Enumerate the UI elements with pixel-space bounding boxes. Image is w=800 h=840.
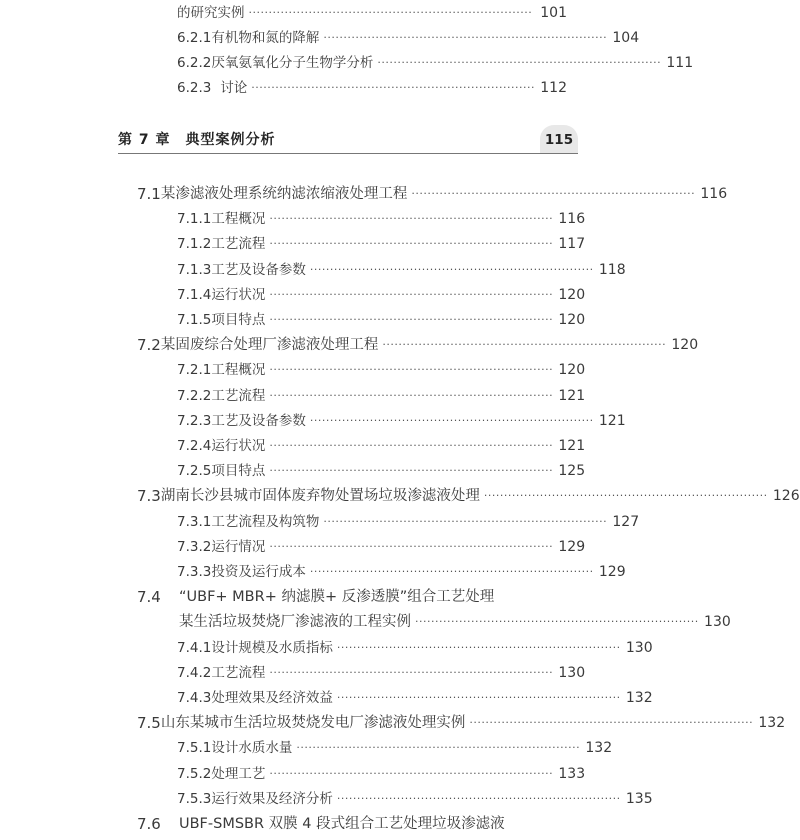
toc-entry-number: 7.1.3 — [177, 261, 212, 278]
toc-leader-dots: ······································································· — [469, 716, 754, 730]
toc-entry-number: 7.1 — [137, 185, 161, 203]
toc-entry-number: 7.5.1 — [177, 740, 212, 757]
toc-entry-title: 运行状况 — [211, 286, 266, 303]
toc-leader-dots: ······································································· — [269, 388, 554, 402]
toc-leader-dots: ······································································· — [269, 363, 554, 377]
toc-subsection-entry — [177, 637, 653, 659]
chapter-title: 第 7 章 典型案例分析 — [118, 132, 276, 148]
toc-entry-page: 130 — [625, 639, 653, 656]
toc-leader-dots: ······································································· — [336, 691, 621, 704]
toc-entry-page: 111 — [666, 55, 694, 71]
toc-entry-title: 项目特点 — [211, 463, 266, 480]
toc-subsection-entry — [177, 662, 586, 684]
toc-entry-title: 某渗滤液处理系统纳滤浓缩液处理工程 — [160, 186, 408, 202]
toc-subsection-entry — [177, 233, 586, 255]
toc-leader-dots: ······································································· — [269, 766, 554, 780]
toc-entry-title: 处理效果及经济效益 — [211, 690, 333, 706]
toc-entry-title: 山东某城市生活垃圾焚烧发电厂渗滤液处理实例 — [160, 715, 466, 732]
toc-entry-title: 厌氧氨氧化分子生物学分析 — [211, 55, 374, 71]
toc-entry-number: 7.6 — [137, 815, 161, 833]
toc-subsection-entry — [177, 788, 653, 810]
toc-subsection-entry — [177, 309, 586, 331]
toc-entry-number: 7.4 — [137, 588, 161, 607]
toc-subsection-entry — [177, 259, 626, 281]
toc-leader-dots: ······································································· — [336, 640, 621, 654]
toc-entry-title: 某生活垃圾焚烧厂渗滤液的工程实例 — [179, 614, 411, 631]
toc-entry-number: 7.3.2 — [177, 538, 212, 555]
toc-subsection-entry — [177, 687, 653, 709]
chapter-heading — [118, 127, 578, 154]
toc-entry-title: UBF-SMSBR 双膜 4 段式组合工艺处理垃圾渗滤液 — [179, 816, 505, 832]
toc-entry-number: 7.2.5 — [177, 463, 212, 480]
toc-entry-number: 6.2.2 — [177, 55, 212, 71]
toc-entry-page: 120 — [558, 362, 586, 379]
toc-entry-page: 116 — [700, 186, 728, 202]
toc-subsection-entry — [177, 2, 567, 24]
toc-entry-page: 135 — [625, 790, 653, 807]
toc-entry-page: 101 — [540, 5, 567, 21]
toc-entry-title: 处理工艺 — [211, 765, 266, 782]
toc-entry-page: 127 — [612, 513, 640, 530]
toc-subsection-entry — [177, 385, 586, 407]
toc-leader-dots: ······································································· — [323, 514, 608, 528]
toc-entry-page: 120 — [671, 337, 699, 354]
toc-entry-number: 7.2.3 — [177, 412, 212, 429]
toc-leader-dots: ······································································· — [269, 539, 554, 553]
toc-entry-title: 设计规模及水质指标 — [211, 639, 333, 656]
toc-leader-dots: ······································································· — [309, 413, 594, 427]
toc-entry-title: 工艺及设备参数 — [211, 412, 306, 429]
toc-leader-dots: ······································································· — [309, 262, 594, 276]
toc-entry-title: 工艺流程 — [211, 236, 266, 253]
toc-entry-number: 7.2 — [137, 336, 161, 355]
toc-leader-dots: ······································································· — [309, 565, 594, 578]
toc-entry-title: 工艺流程 — [211, 387, 266, 404]
toc-section-entry — [137, 485, 800, 507]
toc-subsection-entry — [177, 435, 586, 457]
toc-entry-page: 133 — [558, 765, 586, 782]
toc-leader-dots: ······································································· — [269, 287, 554, 301]
toc-leader-dots: ······································································· — [411, 187, 696, 200]
toc-subsection-entry — [177, 511, 640, 533]
toc-leader-dots: ······································································· — [248, 6, 533, 19]
toc-entry-title: 某固废综合处理厂渗滤液处理工程 — [160, 337, 379, 354]
toc-section-entry — [137, 813, 567, 835]
toc-leader-dots: ······································································· — [415, 615, 699, 629]
toc-entry-number: 7.5.3 — [177, 790, 212, 807]
toc-entry-page: 104 — [612, 30, 640, 46]
toc-entry-title: 运行状况 — [211, 438, 266, 454]
toc-subsection-entry — [177, 536, 586, 558]
toc-entry-page: 130 — [558, 664, 586, 681]
toc-entry-title: 的研究实例 — [177, 5, 245, 21]
toc-entry-number: 7.2.4 — [177, 438, 212, 454]
toc-subsection-entry — [177, 77, 567, 99]
toc-entry-title: 工艺流程 — [211, 664, 266, 681]
toc-entry-page: 132 — [758, 715, 786, 732]
toc-entry-number: 7.1.2 — [177, 236, 212, 253]
toc-entry-number: 7.2.1 — [177, 362, 212, 379]
toc-leader-dots: ······································································· — [269, 237, 554, 251]
toc-section-entry — [137, 183, 728, 205]
toc-entry-number: 7.5 — [137, 714, 161, 733]
toc-leader-dots: ······································································· — [382, 338, 667, 352]
toc-entry-title: 运行情况 — [211, 538, 266, 555]
toc-entry-page: 120 — [558, 286, 586, 303]
toc-leader-dots: ······································································· — [269, 313, 554, 326]
toc-entry-number: 7.1.1 — [177, 211, 212, 228]
toc-entry-title: 讨论 — [220, 80, 248, 96]
toc-entry-title: 运行效果及经济分析 — [211, 790, 333, 807]
toc-entry-number: 6.2.1 — [177, 30, 212, 46]
toc-subsection-entry — [137, 611, 731, 633]
toc-entry-page: 121 — [558, 387, 586, 404]
toc-subsection-entry — [177, 52, 694, 74]
toc-entry-number: 7.3 — [137, 487, 161, 506]
toc-entry-page: 120 — [558, 312, 586, 328]
toc-leader-dots: ······································································· — [336, 791, 621, 805]
toc-entry-title: “UBF+ MBR+ 纳滤膜+ 反渗透膜”组合工艺处理 — [179, 589, 495, 606]
toc-entry-number: 7.4.2 — [177, 664, 212, 681]
toc-leader-dots: ······································································· — [251, 81, 535, 94]
toc-section-entry — [137, 712, 786, 734]
toc-entry-number: 7.4.3 — [177, 690, 212, 706]
toc-entry-title: 投资及运行成本 — [211, 564, 306, 580]
toc-entry-title: 设计水质水量 — [211, 740, 293, 757]
toc-entry-number: 6.2.3 — [177, 80, 212, 96]
toc-entry-page: 129 — [598, 564, 626, 580]
toc-leader-dots: ······································································· — [377, 56, 662, 69]
toc-leader-dots: ······································································· — [269, 212, 554, 226]
toc-subsection-entry — [177, 359, 586, 381]
toc-subsection-entry — [177, 208, 586, 230]
toc-entry-number: 7.1.4 — [177, 286, 212, 303]
toc-entry-title: 工程概况 — [211, 362, 266, 379]
toc-entry-number: 7.3.1 — [177, 513, 212, 530]
toc-entry-page: 118 — [598, 261, 626, 278]
toc-entry-page: 125 — [558, 463, 586, 480]
toc-entry-number: 7.5.2 — [177, 765, 212, 782]
chapter-page-number: 115 — [540, 125, 578, 153]
toc-entry-number: 7.4.1 — [177, 639, 212, 656]
toc-leader-dots: ······································································· — [269, 464, 554, 478]
toc-entry-page: 126 — [772, 488, 800, 505]
toc-entry-page: 121 — [598, 412, 626, 429]
toc-entry-page: 121 — [558, 438, 586, 454]
toc-entry-title: 工艺流程及构筑物 — [211, 513, 320, 530]
toc-entry-title: 工艺及设备参数 — [211, 261, 306, 278]
toc-subsection-entry — [177, 763, 586, 785]
toc-section-entry — [137, 586, 567, 608]
toc-subsection-entry — [177, 410, 626, 432]
toc-entry-page: 132 — [585, 740, 613, 757]
toc-entry-number: 7.3.3 — [177, 564, 212, 580]
toc-entry-page: 112 — [540, 80, 567, 96]
toc-entry-page: 130 — [704, 614, 731, 631]
toc-entry-title: 有机物和氮的降解 — [211, 30, 320, 46]
toc-subsection-entry — [177, 737, 613, 759]
toc-leader-dots: ······································································· — [269, 665, 554, 679]
toc-entry-number: 7.2.2 — [177, 387, 212, 404]
toc-leader-dots: ······································································· — [323, 31, 608, 44]
toc-leader-dots: ······································································· — [296, 741, 581, 755]
toc-entry-page: 117 — [558, 236, 586, 253]
toc-entry-number: 7.1.5 — [177, 312, 212, 328]
toc-subsection-entry — [177, 460, 586, 482]
toc-entry-page: 129 — [558, 538, 586, 555]
toc-entry-title: 工程概况 — [211, 211, 266, 228]
toc-entry-title: 项目特点 — [211, 312, 266, 328]
toc-leader-dots: ······································································· — [269, 439, 554, 452]
toc-leader-dots: ······································································· — [483, 489, 768, 503]
toc-subsection-entry — [177, 27, 640, 49]
toc-subsection-entry — [177, 561, 626, 583]
toc-section-entry — [137, 334, 699, 356]
toc-subsection-entry — [177, 284, 586, 306]
toc-entry-page: 132 — [625, 690, 653, 706]
toc-entry-title: 湖南长沙县城市固体废弃物处置场垃圾渗滤液处理 — [160, 488, 480, 505]
toc-entry-page: 116 — [558, 211, 586, 228]
